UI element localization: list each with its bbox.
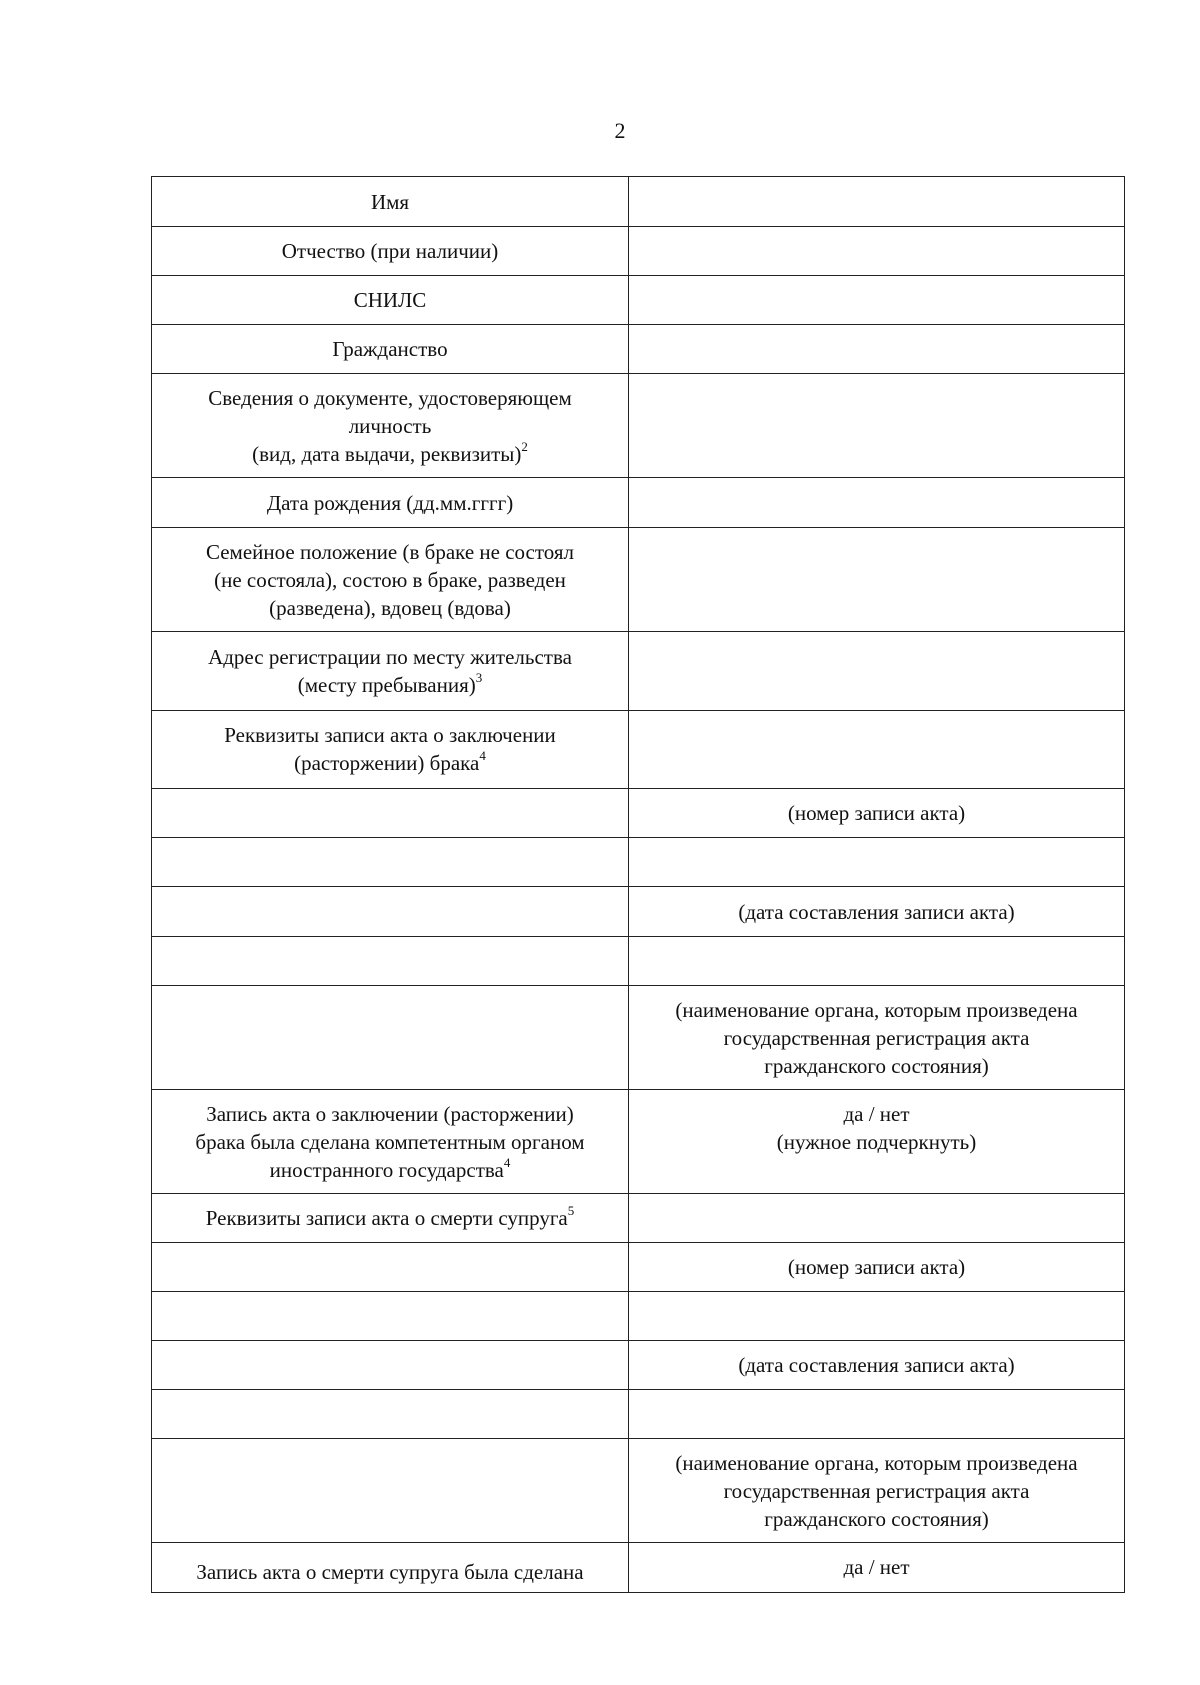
input-registration-address[interactable] — [629, 632, 1125, 711]
marriage-record-text: Реквизиты записи акта о заключении (расторжении) брака — [224, 723, 556, 775]
row-snils — [152, 276, 1125, 325]
input-death-record-date[interactable] — [629, 1292, 1125, 1341]
label-first-name: Имя — [152, 177, 629, 227]
label-foreign-marriage — [152, 1090, 629, 1194]
row-death-date-input — [152, 1292, 1125, 1341]
label-snils: СНИЛС — [152, 276, 629, 325]
row-death-body-input — [152, 1390, 1125, 1439]
footnote-ref-5: 5 — [567, 1203, 575, 1218]
hint-death-record-number: (номер записи акта) — [629, 1243, 1125, 1292]
marriage-date-left — [152, 838, 629, 887]
row-death-record — [152, 1194, 1125, 1243]
hint-marriage-record-date: (дата составления записи акта) — [629, 887, 1125, 937]
underline-needed-hint: (нужное подчеркнуть) — [776, 1130, 977, 1154]
input-death-record[interactable] — [629, 1194, 1125, 1243]
foreign-death-yes-no[interactable]: да / нет — [629, 1543, 1125, 1593]
yes-no-option[interactable]: да / нет — [843, 1102, 910, 1126]
row-marriage-date-hint — [152, 887, 1125, 937]
personal-data-form — [151, 176, 1125, 1593]
page-number: 2 — [614, 118, 626, 143]
foreign-marriage-answer[interactable] — [629, 1090, 1125, 1194]
input-marital-status[interactable] — [629, 528, 1125, 632]
input-patronymic[interactable] — [629, 227, 1125, 276]
row-identity-document — [152, 374, 1125, 478]
row-birth-date — [152, 478, 1125, 528]
marriage-body-left — [152, 937, 629, 986]
death-date-hint-left — [152, 1341, 629, 1390]
input-marriage-record-date[interactable] — [629, 838, 1125, 887]
marriage-date-hint-left — [152, 887, 629, 937]
footnote-ref-2: 2 — [521, 438, 528, 454]
label-patronymic: Отчество (при наличии) — [152, 227, 629, 276]
row-foreign-marriage — [152, 1090, 1125, 1194]
row-death-date-hint — [152, 1341, 1125, 1390]
label-marital-status: Семейное положение (в браке не состоял (не состояла), состою в браке, разведен (разведена), вдовец (вдова) — [152, 528, 629, 632]
footnote-ref-4b: 4 — [503, 1154, 511, 1170]
marriage-body-hint-left — [152, 986, 629, 1090]
row-marriage-body-hint — [152, 986, 1125, 1090]
row-marriage-body-input — [152, 937, 1125, 986]
input-first-name[interactable] — [629, 177, 1125, 227]
foreign-marriage-text: Запись акта о заключении (расторжении) брака была сделана компетентным органом иностранного государства — [195, 1101, 585, 1182]
death-record-text: Реквизиты записи акта о смерти супруга — [205, 1206, 568, 1230]
label-foreign-death: Запись акта о смерти супруга была сделана — [152, 1543, 629, 1593]
death-body-hint-left — [152, 1439, 629, 1543]
death-number-left — [152, 1243, 629, 1292]
hint-marriage-registry-body: (наименование органа, которым произведена государственная регистрация акта гражданского состояния) — [629, 986, 1125, 1090]
row-registration-address — [152, 632, 1125, 711]
label-identity-document — [152, 374, 629, 478]
hint-death-registry-body: (наименование органа, которым произведена государственная регистрация акта гражданского состояния) — [629, 1439, 1125, 1543]
row-death-body-hint — [152, 1439, 1125, 1543]
input-death-registry-body[interactable] — [629, 1390, 1125, 1439]
hint-death-record-date: (дата составления записи акта) — [629, 1341, 1125, 1390]
death-date-left — [152, 1292, 629, 1341]
row-marriage-number-hint — [152, 789, 1125, 838]
input-birth-date[interactable] — [629, 478, 1125, 528]
input-citizenship[interactable] — [629, 325, 1125, 374]
row-marriage-date-input — [152, 838, 1125, 887]
label-death-record — [152, 1194, 629, 1243]
marriage-number-left — [152, 789, 629, 838]
identity-document-text: Сведения о документе, удостоверяющем личность (вид, дата выдачи, реквизиты) — [208, 385, 572, 466]
label-registration-address — [152, 632, 629, 711]
row-citizenship — [152, 325, 1125, 374]
registration-address-text: Адрес регистрации по месту жительства (месту пребывания) — [208, 645, 572, 697]
death-body-left — [152, 1390, 629, 1439]
label-birth-date: Дата рождения (дд.мм.гггг) — [152, 478, 629, 528]
label-marriage-record — [152, 711, 629, 789]
row-patronymic — [152, 227, 1125, 276]
input-snils[interactable] — [629, 276, 1125, 325]
footnote-ref-3: 3 — [475, 670, 483, 685]
input-marriage-registry-body[interactable] — [629, 937, 1125, 986]
label-citizenship: Гражданство — [152, 325, 629, 374]
row-marital-status — [152, 528, 1125, 632]
row-death-number-hint — [152, 1243, 1125, 1292]
row-marriage-record — [152, 711, 1125, 789]
input-marriage-record[interactable] — [629, 711, 1125, 789]
hint-marriage-record-number: (номер записи акта) — [629, 789, 1125, 838]
row-first-name — [152, 177, 1125, 227]
input-identity-document[interactable] — [629, 374, 1125, 478]
footnote-ref-4: 4 — [479, 748, 486, 763]
row-foreign-death — [152, 1543, 1125, 1593]
